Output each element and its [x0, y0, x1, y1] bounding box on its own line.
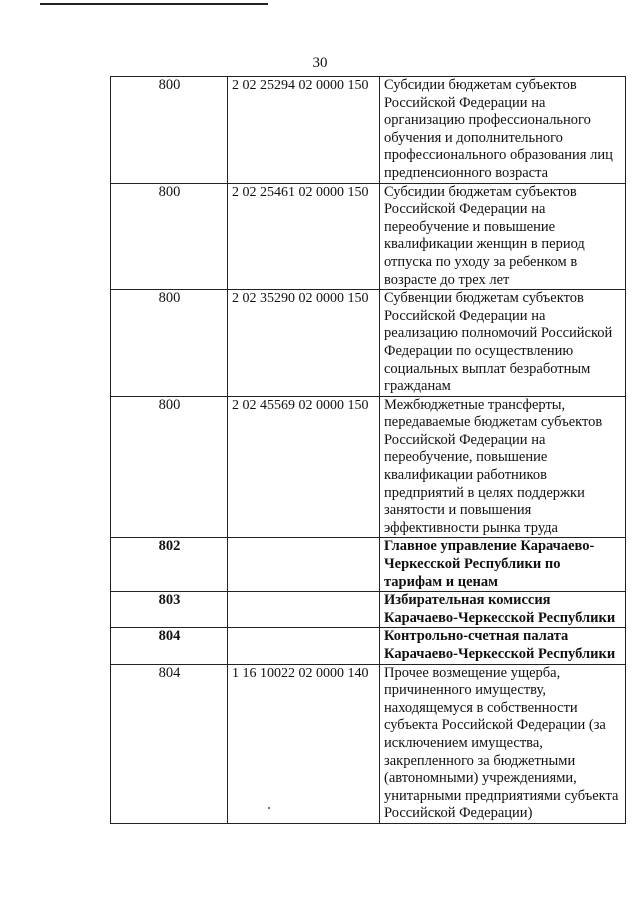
- budget-code-cell: 2 02 35290 02 0000 150: [228, 290, 380, 397]
- name-cell: Межбюджетные трансферты, передаваемые бюджетам субъектов Российской Федерации на переобучение, повышение квалификации работников предприятий в целях поддержки занятости и повышения эффективности рынка труда: [380, 396, 626, 538]
- budget-code-cell: 2 02 45569 02 0000 150: [228, 396, 380, 538]
- name-cell: Избирательная комиссия Карачаево-Черкесской Республики: [380, 592, 626, 628]
- admin-code-cell: 800: [111, 77, 228, 184]
- admin-code-cell: 804: [111, 664, 228, 823]
- budget-code-cell: [228, 628, 380, 664]
- admin-code-cell: 803: [111, 592, 228, 628]
- budget-code-cell: [228, 592, 380, 628]
- budget-code-cell: [228, 538, 380, 592]
- name-cell: Субсидии бюджетам субъектов Российской Федерации на организацию профессионального обучения и дополнительного профессионального образования лиц предпенсионного возраста: [380, 77, 626, 184]
- admin-code-cell: 800: [111, 290, 228, 397]
- name-cell: Субсидии бюджетам субъектов Российской Федерации на переобучение и повышение квалификации женщин в период отпуска по уходу за ребенком в возрасте до трех лет: [380, 183, 626, 290]
- budget-code-cell: 2 02 25294 02 0000 150: [228, 77, 380, 184]
- scan-edge-line: [40, 3, 268, 5]
- budget-codes-table: [110, 76, 626, 824]
- table-row: [111, 183, 626, 290]
- name-cell: Контрольно-счетная палата Карачаево-Черкесской Республики: [380, 628, 626, 664]
- table-row: [111, 538, 626, 592]
- table-row: [111, 396, 626, 538]
- table-row: [111, 290, 626, 397]
- table-row: [111, 628, 626, 664]
- name-cell: Главное управление Карачаево-Черкесской Республики по тарифам и ценам: [380, 538, 626, 592]
- page-number: 30: [312, 55, 328, 71]
- name-cell: Прочее возмещение ущерба, причиненного имуществу, находящемуся в собственности субъекта Российской Федерации (за исключением имущества, закрепленного за бюджетными (автономными) учреждениями, унитарными предприятиями субъекта Российской Федерации): [380, 664, 626, 823]
- table-row: [111, 664, 626, 823]
- admin-code-cell: 800: [111, 396, 228, 538]
- table-row: [111, 77, 626, 184]
- scan-speck: [268, 807, 270, 809]
- budget-code-cell: 1 16 10022 02 0000 140: [228, 664, 380, 823]
- table-row: [111, 592, 626, 628]
- name-cell: Субвенции бюджетам субъектов Российской Федерации на реализацию полномочий Российской Федерации по осуществлению социальных выплат безработным гражданам: [380, 290, 626, 397]
- budget-code-cell: 2 02 25461 02 0000 150: [228, 183, 380, 290]
- admin-code-cell: 804: [111, 628, 228, 664]
- admin-code-cell: 800: [111, 183, 228, 290]
- admin-code-cell: 802: [111, 538, 228, 592]
